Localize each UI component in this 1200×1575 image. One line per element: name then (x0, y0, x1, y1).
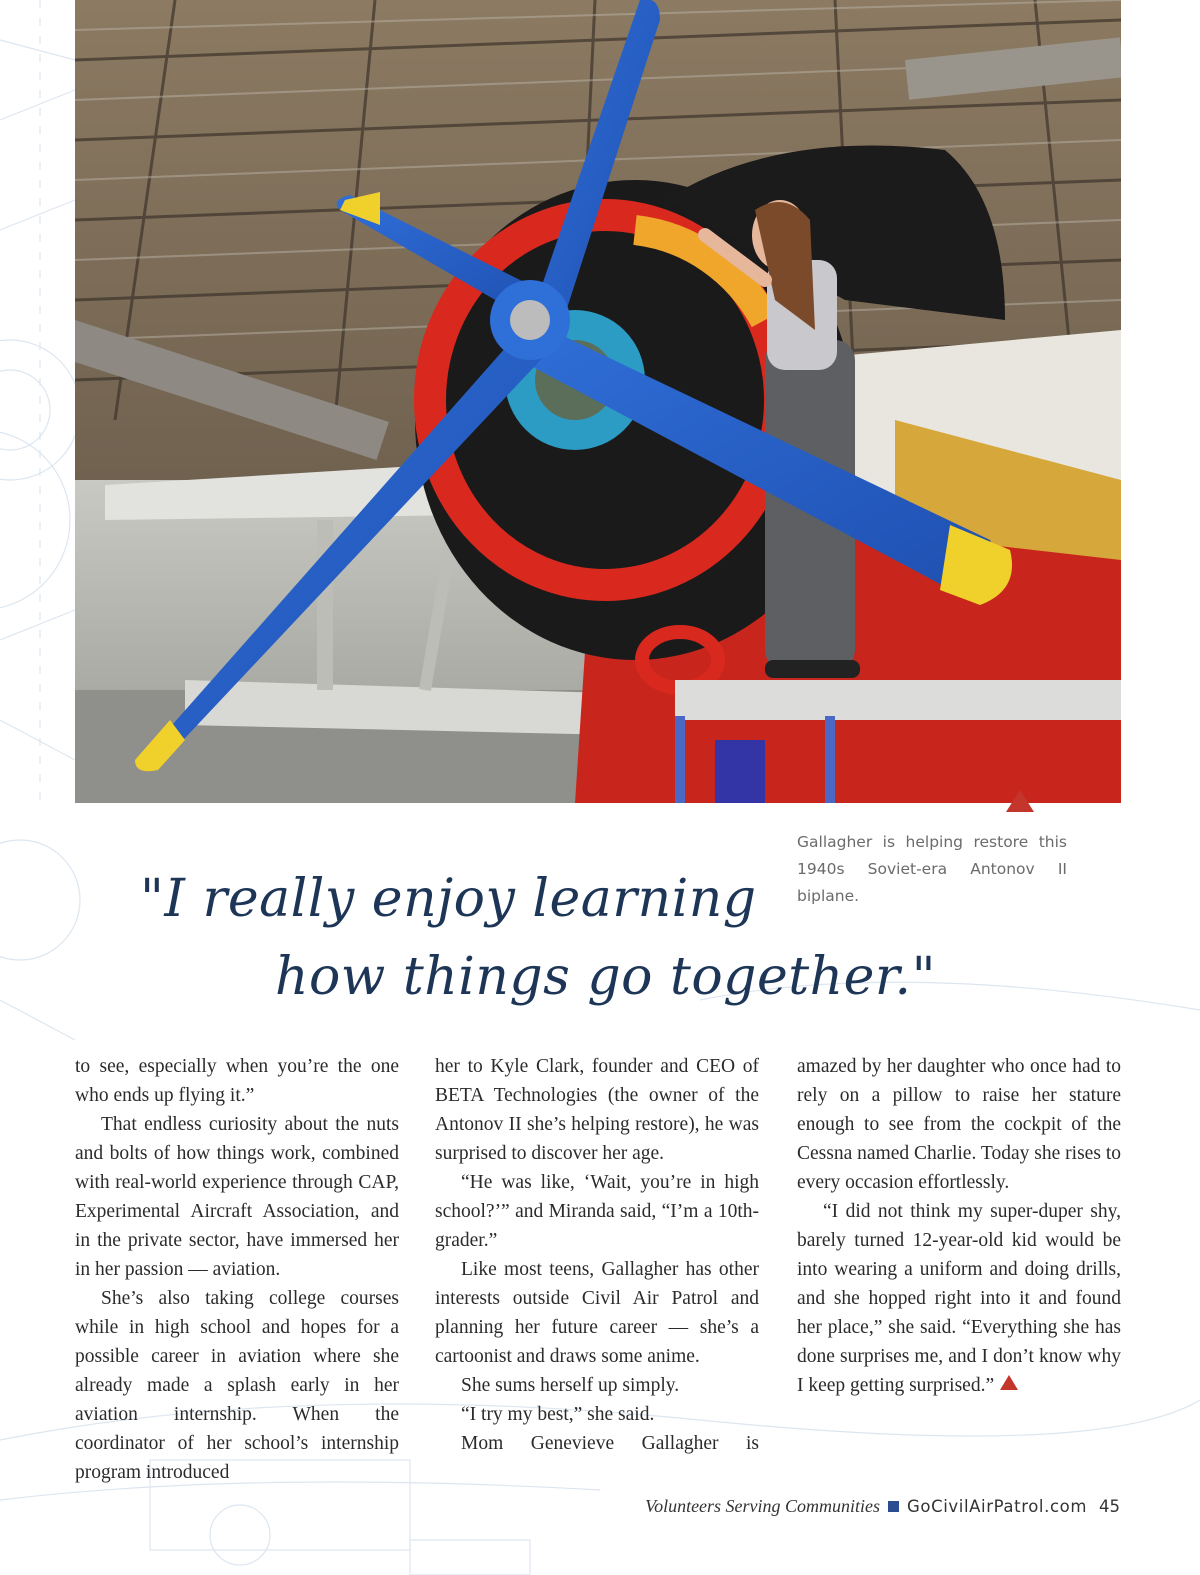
pull-quote-line-2: how things go together." (275, 947, 936, 1007)
article-column-1 (75, 1052, 399, 1487)
paragraph (797, 1197, 1121, 1400)
paragraph: her to Kyle Clark, founder and CEO of BETA Technologies (the owner of the Antonov II she’s helping restore), he was surprised to discover her age. (435, 1056, 759, 1164)
paragraph: “I try my best,” she said. (461, 1404, 655, 1425)
article-column-2 (435, 1052, 759, 1458)
paragraph: Like most teens, Gallagher has other interests outside Civil Air Patrol and planning her future career — she’s a cartoonist and draws some anime. (435, 1259, 759, 1367)
paragraph: She’s also taking college courses while in high school and hopes for a possible career in aviation where she already made a splash early in her aviation internship. When the coordinator of her school’s internship program introduced (75, 1288, 399, 1483)
page-number: 45 (1099, 1496, 1120, 1516)
article-column-3 (797, 1052, 1121, 1400)
biplane-restoration-image (75, 0, 1121, 803)
paragraph: amazed by her daughter who once had to rely on a pillow to raise her stature enough to see from the cockpit of the Cessna named Charlie. Today she rises to every occasion effortlessly. (797, 1056, 1121, 1193)
paragraph: to see, especially when you’re the one who ends up flying it.” (75, 1056, 399, 1106)
page-footer (645, 1494, 1120, 1518)
photo-caption: Gallagher is helping restore this 1940s Soviet-era Antonov II biplane. (797, 833, 1067, 905)
paragraph: That endless curiosity about the nuts and bolts of how things work, combined with real-world experience through CAP, Experimental Aircraft Association, and in the private sector, have immersed her in her passion — aviation. (75, 1114, 399, 1280)
pull-quote-line-1: "I really enjoy learning (140, 869, 757, 929)
footer-website: GoCivilAirPatrol.com (907, 1496, 1087, 1516)
pull-quote (140, 860, 936, 1020)
paragraph: “He was like, ‘Wait, you’re in high school?’” and Miranda said, “I’m a 10th-grader.” (435, 1172, 759, 1251)
paragraph: Mom Genevieve Gallagher is (461, 1433, 759, 1454)
end-of-story-icon (1000, 1375, 1018, 1390)
hero-photo (75, 0, 1121, 803)
photo-marker-triangle (1006, 790, 1034, 812)
footer-tagline: Volunteers Serving Communities (645, 1495, 881, 1516)
paragraph-text: “I did not think my super-duper shy, barely turned 12-year-old kid would be into wearing a uniform and doing drills, and she hopped right into it and found her place,” she said. “Everything she has done surprises me, and I don’t know why I keep getting surprised.” (797, 1201, 1121, 1396)
square-bullet-icon (888, 1501, 899, 1512)
paragraph: She sums herself up simply. (461, 1375, 680, 1396)
